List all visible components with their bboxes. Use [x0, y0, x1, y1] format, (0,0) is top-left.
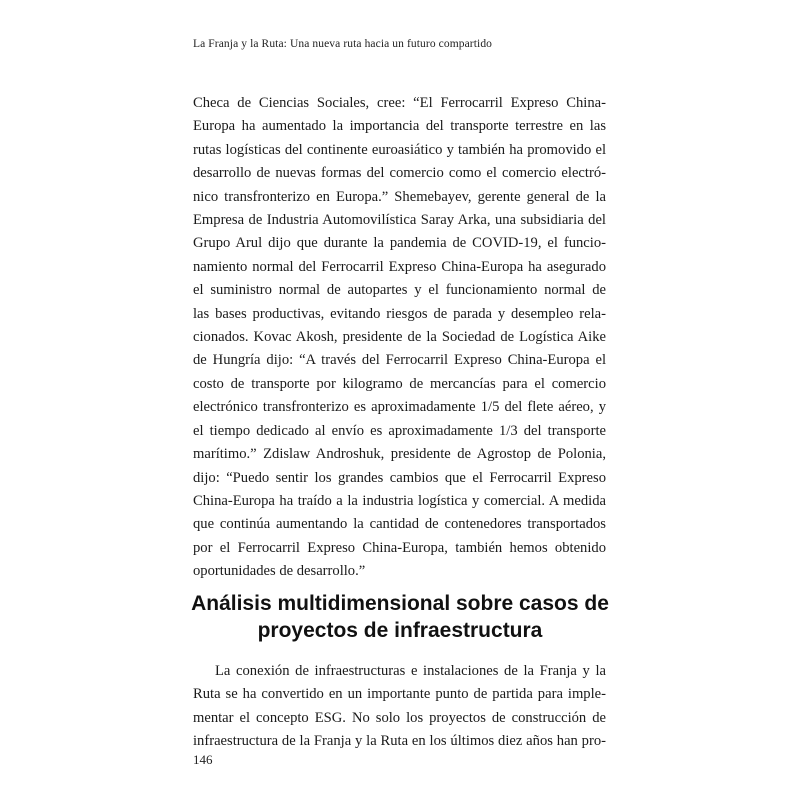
- text-line: nico transfronterizo en Europa.” Shemebayev, gerente general de la: [193, 188, 606, 205]
- text-line: oportunidades de desarrollo.”: [193, 563, 366, 580]
- text-line: electrónico transfronterizo es aproximadamente 1/5 del flete aéreo, y: [193, 399, 606, 416]
- paragraph-quotes: [193, 92, 606, 584]
- text-line: dijo: “Puedo sentir los grandes cambios que el Ferrocarril Expreso: [193, 469, 606, 486]
- section-heading-line: proyectos de infraestructura: [257, 619, 543, 642]
- text-line: mentar el concepto ESG. No solo los proyectos de construcción de: [193, 709, 606, 726]
- section-heading-line: Análisis multidimensional sobre casos de: [191, 592, 609, 615]
- section-heading: [160, 590, 640, 644]
- page-number: 146: [193, 752, 213, 767]
- text-line: costo de transporte por kilogramo de mercancías para el comercio: [193, 375, 606, 392]
- running-head: La Franja y la Ruta: Una nueva ruta hacia un futuro compartido: [193, 38, 493, 50]
- text-line: China-Europa ha traído a la industria logística y comercial. A medida: [193, 492, 606, 509]
- text-line: namiento normal del Ferrocarril Expreso China-Europa ha asegurado: [193, 258, 606, 275]
- text-line: que continúa aumentando la cantidad de contenedores transportados: [193, 516, 606, 533]
- text-line: cionados. Kovac Akosh, presidente de la Sociedad de Logística Aike: [193, 329, 606, 346]
- text-line: Grupo Arul dijo que durante la pandemia de COVID-19, el funcio-: [193, 235, 606, 252]
- text-line: infraestructura de la Franja y la Ruta en los últimos diez años han pro-: [193, 733, 606, 750]
- text-line: el suministro normal de autopartes y el funcionamiento normal de: [193, 282, 606, 299]
- text-line: Europa ha aumentado la importancia del transporte terrestre en las: [193, 118, 606, 135]
- text-line: las bases productivas, evitando riesgos de parada y desempleo rela-: [193, 305, 606, 322]
- text-line: La conexión de infraestructuras e instalaciones de la Franja y la: [215, 663, 606, 679]
- text-line: el tiempo dedicado al envío es aproximadamente 1/3 del transporte: [193, 422, 606, 439]
- text-line: por el Ferrocarril Expreso China-Europa, también hemos obtenido: [193, 539, 606, 556]
- text-line: de Hungría dijo: “A través del Ferrocarril Expreso China-Europa el: [193, 352, 606, 369]
- paragraph-infrastructure: [193, 660, 606, 754]
- text-line: Ruta se ha convertido en un importante punto de partida para imple-: [193, 686, 606, 703]
- text-line: Empresa de Industria Automovilística Saray Arka, una subsidiaria del: [193, 212, 606, 229]
- text-line: rutas logísticas del continente euroasiático y también ha promovido el: [193, 141, 606, 158]
- text-line: marítimo.” Zdislaw Androshuk, presidente de Agrostop de Polonia,: [193, 446, 606, 463]
- text-line: desarrollo de nuevas formas del comercio como el comercio electró-: [193, 165, 606, 182]
- text-line: Checa de Ciencias Sociales, cree: “El Ferrocarril Expreso China-: [193, 95, 606, 111]
